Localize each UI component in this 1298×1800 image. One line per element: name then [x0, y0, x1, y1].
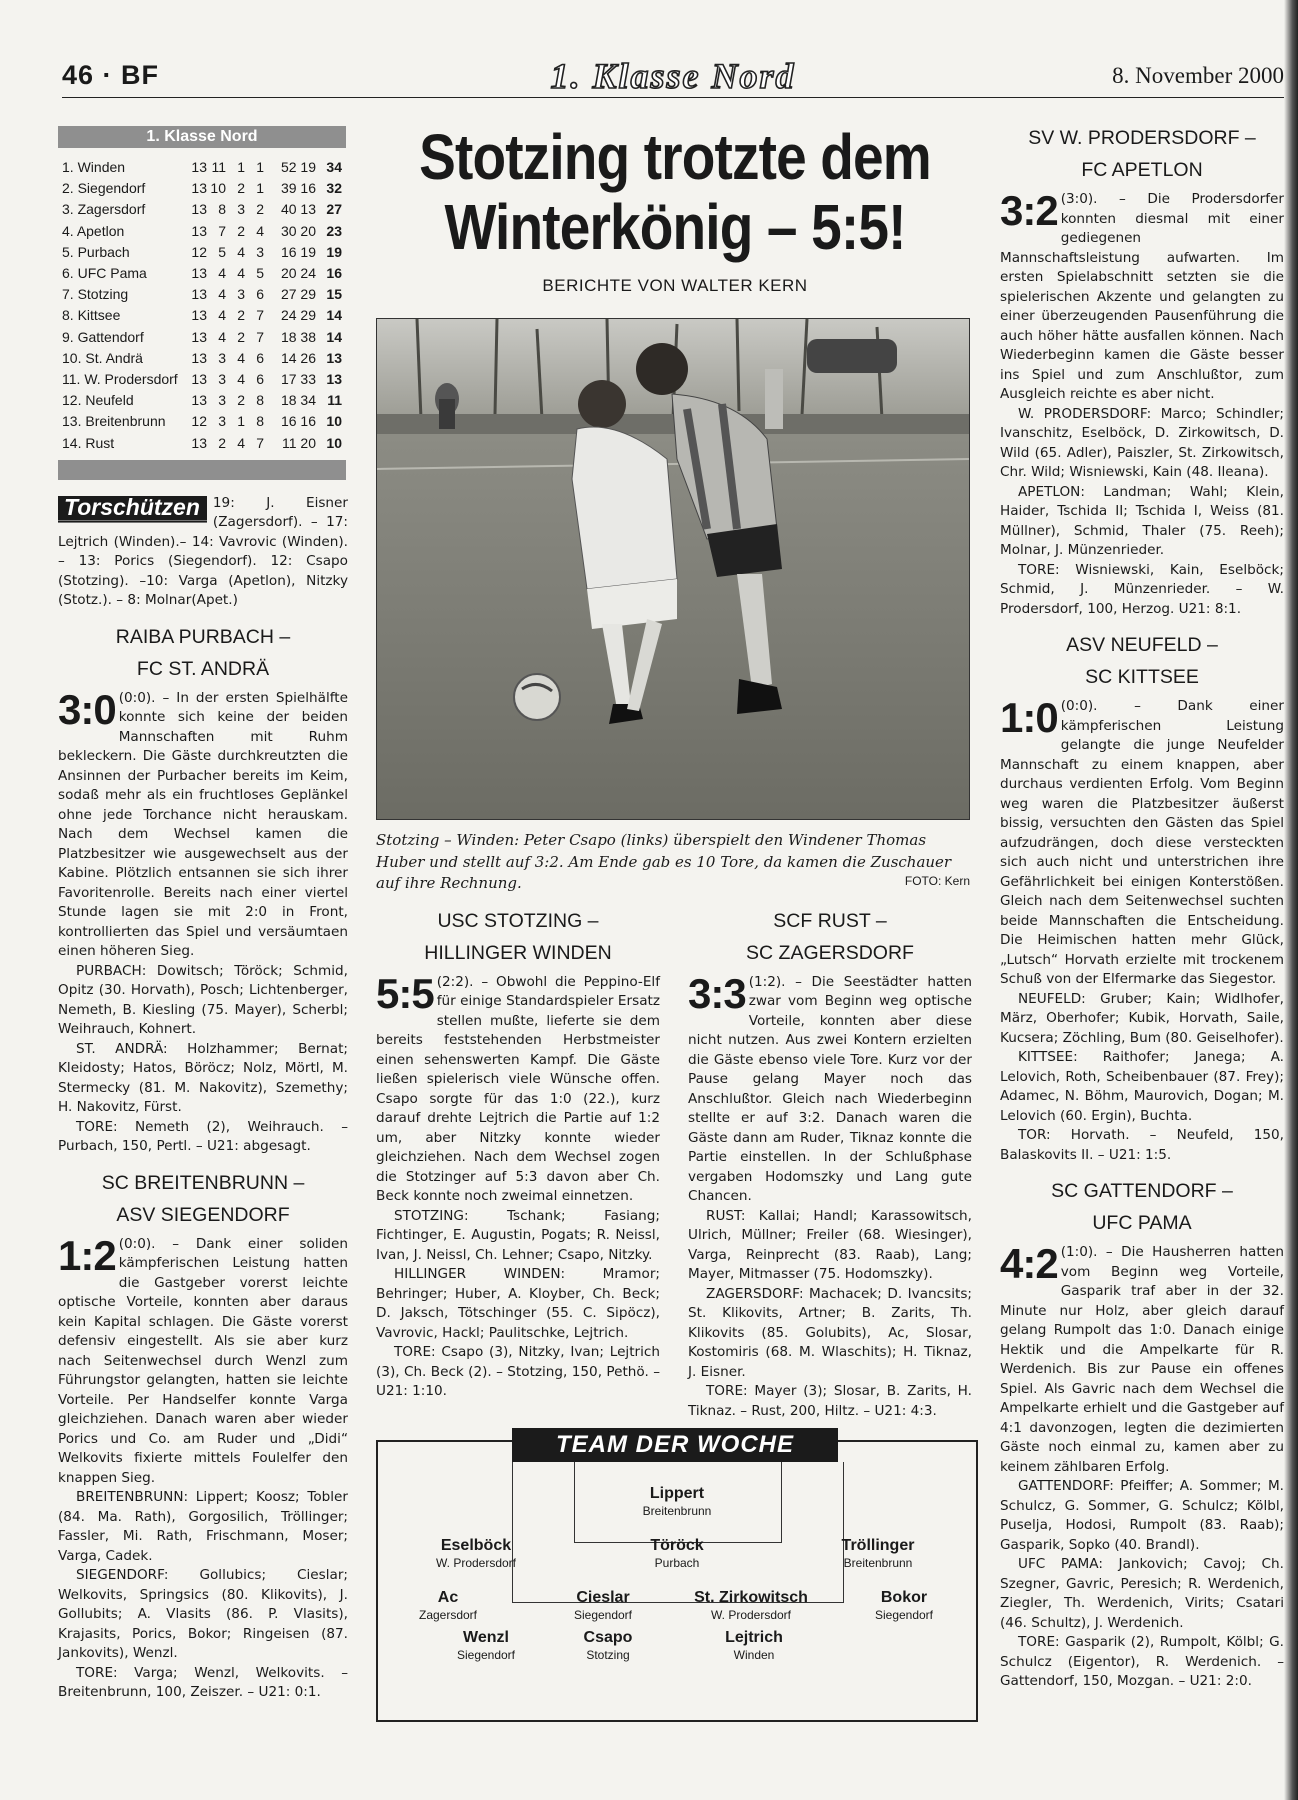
standings-team: [62, 305, 188, 326]
standings-team: [62, 157, 188, 178]
team-player-name: Csapo: [583, 1629, 633, 1646]
match-headline-line2: UFC PAMA: [1092, 1212, 1192, 1234]
match-report-prodersdorf: [1000, 122, 1284, 619]
match-score: 5:5: [376, 969, 434, 1017]
match-summary: (0:0). – Dank einer soliden kämpferischen Leistung hatten die Gastgeber vorerst leichte optische Vorteile, konnten aber daraus kein Kapital schlagen. Die Gäste vorerst defensiv eingestellt. Als sie aber kurz nach Seitenwechsel durch Wenzl zum Führungstor gelangten, hatten sie leichte Vorteile. Per Handselfer konnte Varga gleichziehen. Danach waren aber wieder Porics und Co. am Ruder und „Didi“ Welkovits fixierte mittels Foulelfer den knappen Sieg.: [58, 1235, 348, 1486]
standings-p: 13: [191, 392, 207, 409]
standings-d: 4: [237, 434, 245, 451]
standings-position: 12.: [62, 392, 82, 409]
standings-d: 1: [237, 159, 245, 175]
standings-l: 6: [256, 371, 264, 388]
match-headline: [1000, 629, 1284, 693]
standings-l: 7: [256, 434, 264, 451]
standings-w: 4: [218, 307, 226, 324]
standings-goals: 30 20: [280, 222, 316, 239]
standings-p: 12: [191, 243, 207, 260]
caption-text: Stotzing – Winden: Peter Csapo (links) überspielt den Windener Thomas Huber und stellt auf 3:2. Am Ende gab es 10 Tore, da kamen die Zuschauer auf ihre Rechnung.: [376, 831, 952, 892]
standings-team: [62, 242, 188, 263]
match-text: [376, 969, 660, 1207]
page-edge-shadow: [1284, 0, 1298, 1800]
match-score: 3:0: [58, 685, 116, 733]
match-score: 4:2: [1000, 1240, 1058, 1287]
standings-row: [62, 199, 342, 220]
team-player-club: Purbach: [654, 1556, 700, 1570]
standings-position: 10.: [62, 349, 82, 366]
lineup-home: NEUFELD: Gruber; Kain; Widlhofer, März, Oberhofer; Kubik, Horvath, Saile, Kucsera; Zöchling, Bum (80. Geiselhofer).: [1000, 990, 1284, 1046]
top-scorers-text: 19: J. Eisner (Zagersdorf). – 17: Lejtrich (Winden).– 14: Vavrovic (Winden). – 13: Porics (Siegendorf). 12: Csapo (Stotzing). –10: Varga (Apetlon), Nitzky (Stotz.). – 8: Molnar(Apet.): [58, 494, 348, 609]
match-report-gattendorf: [1000, 1175, 1284, 1692]
lineup-home: GATTENDORF: Pfeiffer; A. Sommer; M. Schulcz, G. Sommer, G. Schulcz; Kölbl, Puselja, Hodosi, Rumpolt (83. Raab); Gasparik, Sopko (40. Brandl).: [1000, 1478, 1284, 1553]
standings-team: [62, 390, 188, 411]
standings-team-name: Breitenbrunn: [85, 413, 166, 430]
match-score: 3:2: [1000, 187, 1058, 234]
standings-row: [62, 411, 342, 432]
standings-l: 1: [256, 159, 264, 175]
lineup-home: BREITENBRUNN: Lippert; Koosz; Tobler (84. Ma. Rath), Gorgosilich, Tröllinger; Fassler, Mi. Rath, Frischmann, Moser; Varga, Cadek.: [58, 1489, 348, 1564]
standings-w: 4: [218, 265, 226, 282]
standings-l: 2: [256, 201, 264, 218]
team-player: [808, 1536, 948, 1571]
standings-team: [62, 221, 188, 242]
lineup-away: UFC PAMA: Jankovich; Cavoj; Ch. Szegner, Gavric, Peresich; R. Werdenich, Ziegler, Th. Werdenich, Virits; Csatari (46. Schultz), J. Werdenich.: [1000, 1556, 1284, 1631]
standings-goals: 24 29: [280, 307, 316, 324]
match-summary: (2:2). – Obwohl die Peppino-Elf für einige Standardspieler Ersatz stellen mußte, lieferte sie dem bereits feststehenden Herbstmeister einen sehenswerten Kampf. Die Gäste ließen spielerisch viele Wünsche offen. Csapo sorgte für das 1:0 (22.), kurz darauf drehte Lejtrich die Partie auf 1:2 um, aber Nitzky konnte wieder gleichziehen. Nach dem Wechsel zogen die Stotzinger auf 5:3 davon aber Ch. Beck konnte noch zweimal einnetzen.: [376, 973, 660, 1204]
match-headline: [376, 905, 660, 969]
standings-w: 3: [218, 371, 226, 388]
team-player-name: St. Zirkowitsch: [694, 1589, 808, 1606]
standings-position: 11.: [62, 371, 81, 388]
match-photo: [376, 318, 970, 820]
standings-goals: 11 20: [282, 434, 316, 451]
match-headline-line1: SV W. PRODERSDORF –: [1028, 127, 1256, 149]
goal-scorers: TOR: Horvath. – Neufeld, 150, Balaskovits II. – U21: 1:5.: [1000, 1127, 1284, 1163]
match-report-breitenbrunn: [58, 1167, 348, 1703]
top-scorers: [58, 494, 348, 611]
standings-row: [62, 221, 342, 242]
standings-team: [62, 199, 188, 220]
match-text: [58, 685, 348, 962]
goal-scorers: TORE: Wisniewski, Kain, Eselböck; Schmid, J. Münzenrieder. – W. Prodersdorf, 100, Herzog. U21: 8:1.: [1000, 561, 1284, 617]
match-text: [58, 1231, 348, 1489]
team-player: [607, 1536, 747, 1571]
match-report-purbach: [58, 621, 348, 1157]
lineup-home: PURBACH: Dowitsch; Töröck; Schmid, Opitz (30. Horvath), Posch; Lichtenberger, Nemeth, B. Kiesling (75. Mayer), Scherbl; Weihrauch, Kohnert.: [58, 962, 348, 1038]
feature-headline: [418, 122, 932, 262]
standings-d: 2: [237, 328, 245, 345]
standings-pts: 13: [326, 371, 342, 388]
standings-d: 1: [237, 413, 245, 430]
standings-goals: 20 24: [280, 265, 316, 282]
team-player-club: Breitenbrunn: [843, 1556, 913, 1570]
standings-position: 4.: [62, 222, 74, 239]
standings-team-name: Rust: [85, 434, 115, 451]
standings-pts: 14: [326, 328, 342, 345]
team-player-name: Lippert: [649, 1485, 705, 1502]
standings-w: 2: [218, 434, 226, 451]
standings-team-name: Zagersdorf: [77, 201, 146, 218]
issue-date: 8. November 2000: [1112, 63, 1284, 88]
team-player-club: Breitenbrunn: [642, 1504, 712, 1518]
standings-pts: 34: [326, 159, 342, 175]
goal-scorers: TORE: Nemeth (2), Weihrauch. – Purbach, 150, Pertl. – U21: abgesagt.: [58, 1118, 348, 1155]
team-player-club: Zagersdorf: [418, 1608, 478, 1622]
standings-l: 7: [256, 328, 264, 345]
team-of-the-week: [376, 1431, 978, 1722]
standings-pts: 15: [326, 286, 342, 303]
standings-w: 4: [218, 328, 226, 345]
match-score: 1:0: [1000, 694, 1058, 741]
standings-team: [62, 327, 188, 348]
match-text: [1000, 694, 1284, 990]
match-headline: [58, 621, 348, 685]
standings-position: 13.: [62, 413, 82, 430]
standings-d: 2: [237, 307, 245, 324]
standings-position: 5.: [62, 243, 74, 260]
match-text: [1000, 1240, 1284, 1477]
standings-position: 8.: [62, 307, 74, 324]
standings-l: 6: [256, 349, 264, 366]
byline: BERICHTE VON WALTER KERN: [542, 276, 808, 295]
standings-p: 13: [191, 371, 207, 388]
left-column: [58, 126, 348, 1703]
right-column: [1000, 126, 1284, 1692]
standings-team-name: UFC Pama: [77, 265, 147, 282]
match-report-neufeld: [1000, 629, 1284, 1165]
match-headline-line1: ASV NEUFELD –: [1066, 634, 1218, 656]
standings-d: 2: [237, 392, 245, 409]
lineup-home: W. PRODERSDORF: Marco; Schindler; Ivanschitz, Eselböck, D. Zirkowitsch, D. Wild (65. Adler), Paiszler, St. Zirkowitsch, Chr. Wild; Wisniewski, Kain (48. Ileana).: [1000, 405, 1284, 480]
standings-d: 4: [237, 243, 245, 260]
team-player: [538, 1628, 678, 1663]
match-text: [688, 969, 972, 1207]
standings-rows: [62, 157, 342, 454]
team-player-club: Siegendorf: [874, 1608, 934, 1622]
standings-w: 8: [218, 201, 226, 218]
team-player-name: Cieslar: [576, 1589, 630, 1606]
headline-line1: Stotzing trotzte dem: [419, 121, 931, 193]
standings-d: 2: [237, 180, 245, 197]
goal-scorers: TORE: Gasparik (2), Rumpolt, Kölbl; G. Schulcz (Eigentor), R. Werdenich. – Gattendorf, 150, Mozgan. – U21: 2:0.: [1000, 1634, 1284, 1689]
standings-goals: 16 19: [280, 243, 316, 260]
standings-pts: 23: [326, 222, 342, 239]
match-text: [1000, 187, 1284, 405]
team-player: [533, 1588, 673, 1623]
team-player-club: Winden: [733, 1648, 775, 1662]
match-headline-line1: SC BREITENBRUNN –: [101, 1171, 305, 1194]
headline-line2: Winterkönig – 5:5!: [444, 191, 906, 263]
standings-pts: 13: [326, 349, 342, 366]
standings-team-name: Gattendorf: [77, 328, 144, 345]
standings-position: 2.: [62, 180, 74, 197]
standings-p: 12: [191, 413, 207, 430]
match-headline-line1: SC GATTENDORF –: [1051, 1180, 1233, 1202]
standings-table: [58, 126, 346, 480]
standings-team-name: Kittsee: [77, 307, 121, 324]
team-player-club: W. Prodersdorf: [710, 1608, 792, 1622]
team-player-club: W. Prodersdorf: [435, 1556, 517, 1570]
standings-team: [62, 411, 188, 432]
team-player-club: Siegendorf: [456, 1648, 516, 1662]
team-player: [416, 1628, 556, 1663]
standings-p: 13: [191, 286, 207, 303]
standings-row: [62, 263, 342, 284]
standings-w: 10: [210, 180, 226, 197]
team-player: [684, 1628, 824, 1663]
standings-p: 13: [191, 180, 207, 197]
standings-w: 3: [218, 413, 226, 430]
standings-position: 3.: [62, 201, 74, 218]
standings-goals: 18 38: [280, 328, 316, 345]
match-headline-line1: RAIBA PURBACH –: [115, 625, 291, 648]
standings-team-name: Purbach: [77, 243, 130, 260]
match-headline: [1000, 122, 1284, 186]
standings-w: 3: [218, 349, 226, 366]
standings-w: 11: [211, 159, 226, 175]
standings-goals: 39 16: [280, 180, 316, 197]
standings-goals: 14 26: [280, 349, 316, 366]
match-headline-line2: ASV SIEGENDORF: [116, 1203, 290, 1226]
section-title: 1. Klasse Nord: [550, 56, 796, 96]
standings-l: 1: [256, 180, 264, 197]
page-header: [62, 55, 1284, 98]
standings-row: [62, 284, 342, 305]
match-headline-line2: FC APETLON: [1081, 159, 1203, 181]
standings-goals: 40 13: [280, 201, 316, 218]
standings-pts: 32: [326, 180, 342, 197]
lineup-away: KITTSEE: Raithofer; Janega; A. Lelovich, Roth, Scheibenbauer (87. Frey); Adamec, N. Böhm, Maurovich, Dogan; M. Lelovich (60. Ergin), Buchta.: [1000, 1049, 1284, 1124]
goal-scorers: TORE: Mayer (3); Slosar, B. Zarits, H. Tiknaz. – Rust, 200, Hiltz. – U21: 4:3.: [688, 1383, 972, 1419]
team-player-club: Stotzing: [586, 1648, 630, 1662]
team-player-name: Töröck: [650, 1537, 704, 1554]
center-column: [376, 121, 974, 1419]
standings-row: [62, 305, 342, 326]
standings-row: [62, 433, 342, 454]
lineup-home: STOTZING: Tschank; Fasiang; Fichtinger, E. Augustin, Pogats; R. Neissl, Ivan, J. Neissl, Ch. Lehner; Csapo, Nitzky.: [376, 1207, 660, 1263]
standings-team: [62, 263, 188, 284]
standings-w: 4: [218, 286, 226, 303]
match-summary: (1:2). – Die Seestädter hatten zwar vom Beginn weg optische Vorteile, konnten aber diese nicht nutzen. Aus zwei Kontern erzielten die Gäste ebenso viele Tore. Kurz vor der Pause gelang Mayer noch das Anschlußtor. Gleich nach Wiederbeginn stellte er auf 3:2. Danach waren die Gäste dann am Ruder, Tiknaz konnte die Partie einstellen. In der Schlußphase vergaben Hodomszky und Lang gute Chancen.: [688, 973, 972, 1204]
standings-p: 13: [191, 265, 207, 282]
football-players-image: [377, 319, 969, 819]
standings-row: [62, 242, 342, 263]
standings-p: 13: [191, 307, 207, 324]
standings-row: [62, 178, 342, 199]
team-player: [406, 1536, 546, 1571]
standings-pts: 14: [326, 307, 342, 324]
match-score: 1:2: [58, 1231, 116, 1279]
match-summary: (1:0). – Die Hausherren hatten vom Beginn weg Vorteile, Gasparik traf aber in der 32. Minute nur Holz, aber gleich darauf gelang Rumpolt das 1:0. Danach einige Hektik und die Ampelkarte für R. Werdenich. Bis zur Pause ein offenes Spiel. Als Gavric nach dem Wechsel die Ampelkarte erhielt und die Gastgeber auf 4:1 davonzogen, legten die dezimierten Gäste noch einmal zu, kamen aber zu keinem zählbaren Erfolg.: [1000, 1244, 1284, 1475]
team-player-name: Wenzl: [463, 1629, 509, 1646]
standings-pts: 19: [326, 243, 342, 260]
match-headline: [688, 905, 972, 969]
match-headline: [58, 1167, 348, 1231]
standings-row: [62, 327, 342, 348]
top-scorers-label: Torschützen: [58, 496, 207, 524]
standings-pts: 16: [326, 265, 342, 282]
lineup-away: ST. ANDRÄ: Holzhammer; Bernat; Kleidosty; Hatos, Böröcz; Nolz, Mörtl, M. Stermecky (81. M. Nakovitz), Szemethy; H. Nakovitz, Fürst.: [58, 1040, 348, 1116]
photo-credit: FOTO: Kern: [904, 874, 970, 888]
standings-team-name: Siegendorf: [77, 180, 146, 197]
standings-l: 6: [256, 286, 264, 303]
standings-p: 13: [191, 201, 207, 218]
standings-p: 13: [191, 222, 207, 239]
standings-w: 3: [218, 392, 226, 409]
standings-row: [62, 157, 342, 178]
team-player: [607, 1484, 747, 1519]
standings-goals: 52 19: [280, 159, 316, 175]
match-headline-line2: FC ST. ANDRÄ: [136, 657, 270, 680]
team-player: [834, 1588, 974, 1623]
standings-team: [62, 369, 188, 390]
standings-team-name: Stotzing: [77, 286, 129, 303]
team-player-name: Tröllinger: [841, 1537, 915, 1554]
standings-l: 8: [256, 392, 264, 409]
standings-l: 5: [256, 265, 264, 282]
standings-l: 7: [256, 307, 264, 324]
standings-team: [62, 178, 188, 199]
match-headline-line1: USC STOTZING –: [437, 909, 599, 932]
standings-goals: 18 34: [280, 392, 316, 409]
team-player-name: Lejtrich: [725, 1629, 783, 1646]
standings-d: 4: [237, 265, 245, 282]
standings-footer-bar: [58, 460, 346, 480]
standings-team: [62, 348, 188, 369]
standings-position: 7.: [62, 286, 74, 303]
standings-w: 7: [218, 222, 226, 239]
standings-team-name: Winden: [77, 159, 126, 175]
match-headline-line2: SC ZAGERSDORF: [746, 941, 914, 964]
standings-team-name: St. Andrä: [85, 349, 143, 366]
match-summary: (3:0). – Die Prodersdorfer konnten diesmal mit einer gediegenen Mannschaftsleistung aufwarten. Im ersten Spielabschnitt setzten sie die spielerischen Akzente und gelangten zu einer überzeugenden Pausenführung die auch höher hätte ausfallen können. Nach Wiederbeginn kamen die Gäste besser ins Spiel und zum Anschlußtor, zum Ausgleich reichte es aber nicht.: [1000, 191, 1284, 402]
goal-scorers: TORE: Varga; Wenzl, Welkovits. – Breitenbrunn, 100, Zeiszer. – U21: 0:1.: [58, 1664, 348, 1701]
standings-d: 4: [237, 349, 245, 366]
standings-position: 1.: [62, 159, 74, 175]
match-headline-line2: HILLINGER WINDEN: [424, 941, 612, 964]
standings-goals: 27 29: [280, 286, 316, 303]
lineup-home: RUST: Kallai; Handl; Karassowitsch, Ulrich, Müllner; Freiler (68. Wiesinger), Varga, Reinprecht (83. Raab), Lang; Mayer, Mitmasser (75. Hodomszky).: [688, 1207, 972, 1282]
standings-position: 6.: [62, 265, 74, 282]
standings-pts: 11: [327, 392, 342, 409]
match-summary: (0:0). – In der ersten Spielhälfte konnte sich keine der beiden Mannschaften mit Ruhm bekleckern. Die Gäste durchkreutzten die Ansinnen der Purbacher bereits im Keim, sodaß mehr als ein fruchtloses Geplänkel ohne jede Torchance nicht herauskam. Nach dem Wechsel kamen die Platzbesitzer wie ausgewechselt aus der Kabine. Plötzlich entsannen sie sich ihrer Favoritenrolle. Bereits nach einer viertel Stunde lagen sie mit 2:0 in Front, kontrollierten das Spiel und versäumtaen einen höheren Sieg.: [58, 689, 348, 960]
team-player: [681, 1588, 821, 1623]
team-player-name: Bokor: [880, 1589, 928, 1606]
two-column-reports: [376, 905, 974, 1419]
standings-position: 14.: [62, 434, 82, 451]
standings-p: 13: [191, 159, 207, 175]
standings-title: 1. Klasse Nord: [58, 126, 346, 148]
match-score: 3:3: [688, 969, 746, 1017]
match-summary: (0:0). – Dank einer kämpferischen Leistung gelangte die junge Neufelder Mannschaft zu einem knappen, aber durchaus verdienten Erfolg. Vom Beginn weg waren die Platzbesitzer äußerst bissig, versuchten den Gästen das Spiel aufzudrängen, doch diese versteckten sich auch nicht und unterstrichen ihre Gefährlichkeit bei einigen Konterstößen. Gleich nach dem Seitenwechsel suchten beide Mannschaften die Entscheidung. Die Heimischen hatten mehr Glück, „Lutsch“ Horvath erzielte mit trockenem Schuß von der Elfermarke das Siegestor.: [1000, 698, 1284, 987]
standings-pts: 27: [326, 201, 342, 218]
standings-l: 4: [256, 222, 264, 239]
standings-d: 2: [237, 222, 245, 239]
standings-row: [62, 369, 342, 390]
standings-goals: 17 33: [280, 371, 316, 388]
lineup-away: HILLINGER WINDEN: Mramor; Behringer; Huber, A. Kloyber, Ch. Beck; D. Jaksch, Tötschinger (55. C. Sipöcz), Vavrovic, Hackl; Paulitschke, Lejtrich.: [376, 1266, 660, 1341]
standings-w: 5: [218, 243, 226, 260]
match-headline: [1000, 1175, 1284, 1239]
standings-row: [62, 390, 342, 411]
match-report-stotzing: [376, 905, 660, 1402]
match-report-rust: [688, 905, 972, 1422]
standings-team: [62, 284, 188, 305]
standings-l: 3: [256, 243, 264, 260]
lineup-away: SIEGENDORF: Gollubics; Cieslar; Welkovits, Springsics (80. Klikovits), J. Gollubits; A. Vlasits (86. P. Vlasits), Krajasits, Porics, Bokor; Ringeisen (87. Jankovits), Wenzl.: [58, 1567, 348, 1662]
page-number: 46 · BF: [62, 60, 160, 90]
standings-d: 3: [237, 201, 245, 218]
team-player-name: Ac: [437, 1589, 459, 1606]
match-headline-line1: SCF RUST –: [773, 909, 887, 932]
lineup-away: ZAGERSDORF: Machacek; D. Ivancsits; St. Klikovits, Artner; B. Zarits, Th. Klikovits (85. Golubits), Ac, Slosar, Kostomiris (68. M. Wlaschits); H. Tiknaz, J. Eisner.: [688, 1285, 972, 1380]
standings-d: 4: [237, 371, 245, 388]
lineup-away: APETLON: Landman; Wahl; Klein, Haider, Tschida II; Tschida I, Weiss (81. Müllner), Schmid, Thaler (75. Reeh); Molnar, J. Münzenrieder.: [1000, 483, 1284, 558]
standings-pts: 10: [326, 434, 342, 451]
standings-team-name: W. Prodersdorf: [84, 371, 178, 388]
standings-row: [62, 348, 342, 369]
team-player-club: Siegendorf: [573, 1608, 633, 1622]
team-player-name: Eselböck: [440, 1537, 512, 1554]
standings-p: 13: [191, 349, 207, 366]
standings-l: 8: [256, 413, 264, 430]
standings-position: 9.: [62, 328, 74, 345]
standings-goals: 16 16: [280, 413, 316, 430]
standings-p: 13: [191, 328, 207, 345]
standings-team: [62, 433, 188, 454]
team-player: [378, 1588, 518, 1623]
standings-p: 13: [191, 434, 207, 451]
team-of-week-title: TEAM DER WOCHE: [512, 1428, 838, 1462]
match-headline-line2: SC KITTSEE: [1085, 666, 1199, 688]
photo-caption: [376, 830, 974, 895]
goal-scorers: TORE: Csapo (3), Nitzky, Ivan; Lejtrich (3), Ch. Beck (2). – Stotzing, 150, Pethö. – U21: 1:10.: [376, 1344, 660, 1399]
standings-d: 3: [237, 286, 245, 303]
standings-team-name: Neufeld: [85, 392, 134, 409]
standings-team-name: Apetlon: [76, 222, 125, 239]
standings-pts: 10: [326, 413, 342, 430]
